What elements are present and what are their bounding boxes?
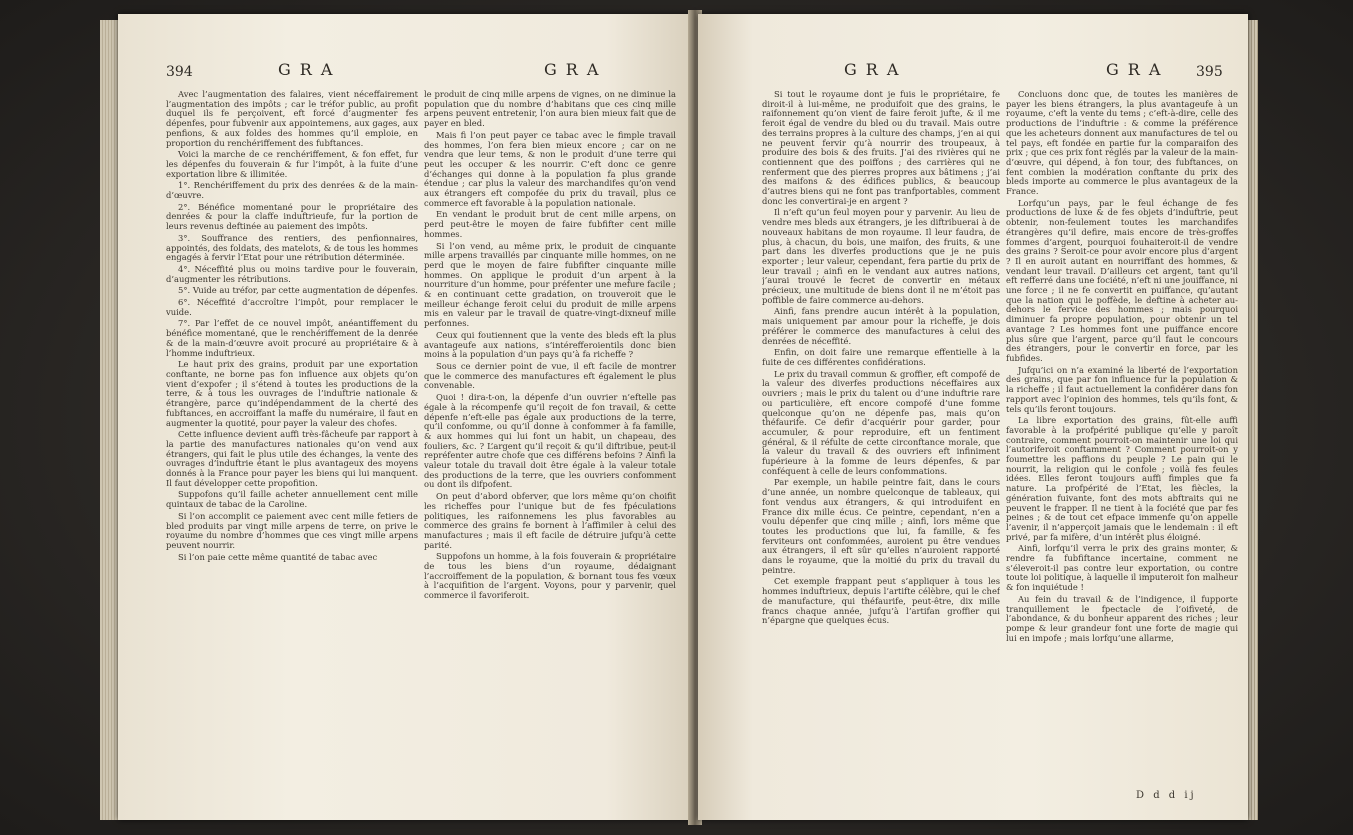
running-head-right-1: GRA: [844, 60, 908, 79]
paragraph: Suppofons qu’il faille acheter annuellement cent mille quintaux de tabac de la Caroline.: [166, 489, 418, 510]
paragraph: Ainfi, fans prendre aucun intérêt à la population, mais uniquement par amour pour la richeffe, je dois préférer le commerce des manufactures à celui des denrées de néceffité.: [762, 306, 1000, 346]
paragraph: Cet exemple frappant peut s’appliquer à tous les hommes induftrieux, depuis l’artifte célèbre, qui le chef de manufacture, qui théfaurife, peut-être, dix mille francs chaque année, jufqu’à l’artifan groffier qui n’épargne que quelques écus.: [762, 576, 1000, 626]
paragraph: Suppofons un homme, à la fois fouverain & propriétaire de tous les biens d’un royaume, dédaignant l’accroiffement de la population, & bornant tous fes vœux à l’acquifition de l’argent. Voyons, pour y parvenir, quel commerce il favoriferoit.: [424, 551, 676, 601]
running-head-right-2: GRA: [1106, 60, 1170, 79]
left-page-header: [118, 60, 692, 86]
paragraph: 5°. Vuide au tréfor, par cette augmentation de dépenfes.: [178, 285, 418, 296]
left-page-edges: [100, 20, 120, 820]
paragraph: Enfin, on doit faire une remarque effentielle à la fuite de ces différentes confidérations.: [762, 347, 1000, 367]
paragraph: Avec l’augmentation des falaires, vient néceffairement l’augmentation des impôts ; car le tréfor public, au profit duquel ils fe perçoivent, eft forcé d’augmenter fes dépenfes, pour fubvenir aux appointemens, aux gages, aux penfions, & aux foldes des hommes qu’il emploie, en proportion du renchériffement des fubftances.: [166, 90, 418, 148]
page-number-left: 394: [166, 64, 193, 80]
paragraph: Ceux qui foutiennent que la vente des bleds eft la plus avantageufe aux nations, s’intérefferoientils donc bien moins à la population d’un pays qu’à fa richeffe ?: [424, 329, 676, 360]
paragraph: 6°. Néceffité d’accroître l’impôt, pour remplacer le vuide.: [166, 297, 418, 317]
paragraph: Au fein du travail & de l’indigence, il fupporte tranquillement le fpectacle de l’oifiveté, de l’abondance, & du bonheur apparent des riches ; leur pompe & leur grandeur font une forte de magie qui lui en impofe ; mais lorfqu’une allarme,: [1006, 593, 1238, 643]
paragraph: Par exemple, un habile peintre fait, dans le cours d’une année, un nombre quelconque de tableaux, qui font vendus aux étrangers, & qui introduifent en France dix mille écus. Ce peintre, cependant, n’en a voulu dépenfer que cinq mille ; ainfi, lors même que toutes les productions que lui, fa famille, & fes ferviteurs ont confommées, auroient pu être vendues aux étrangers, il eft sûr qu’elles n’auroient rapporté dans le royaume, que la moitié du prix du travail du peintre.: [762, 477, 1000, 575]
left-page: [118, 14, 692, 820]
paragraph: Cette influence devient auffi très-fâcheufe par rapport à la partie des manufactures nationales qu’on vend aux étrangers, qui fait le plus utile des échanges, la vente des ouvrages d’induftrie étant le plus avantageux des moyens donnés à la France pour payer les biens qui lui manquent. Il faut développer cette propofition.: [166, 429, 418, 488]
paragraph: Si l’on accomplit ce paiement avec cent mille fetiers de bled produits par vingt mille arpens de terre, on prive le royaume du nombre d’hommes que ces vingt mille arpens peuvent nourrir.: [166, 510, 418, 550]
paragraph: On peut d’abord obferver, que lors même qu’on choifit les richeffes pour l’unique but de fes fpéculations politiques, les raifonnemens les plus favorables au commerce des grains fe bornent à l’affimiler à celui des manufactures ; mais il eft facile de détruire jufqu’à cette parité.: [424, 491, 676, 550]
paragraph: Voici la marche de ce renchériffement, & fon effet, fur les dépenfes du fouverain & fur l’impôt, à la fuite d’une exportation libre & illimitée.: [166, 149, 418, 179]
signature-mark: D d d ij: [1136, 790, 1197, 801]
paragraph: Si l’on vend, au même prix, le produit de cinquante mille arpens travaillés par cinquante mille hommes, on ne perd que le moyen de faire fubfifter cinquante mille hommes. On applique le produit d’un arpent à la nourriture d’un homme, pour préfenter une mefure facile ; & en continuant cette gradation, on trouveroit que le meilleur échange feroit celui du produit de mille arpens mis en valeur par le travail de quatre-vingt-dixneuf mille perfonnes.: [424, 240, 676, 329]
paragraph: Il n’eft qu’un feul moyen pour y parvenir. Au lieu de vendre mes bleds aux étrangers, je les diftribuerai à de nouveaux habitans de mon royaume. Il leur faudra, de plus, à chacun, du bois, une maifon, des fruits, & une part dans les diverfes productions que je ne puis exporter ; leur valeur, cependant, fera partie du prix de leur travail ; ainfi en le vendant aux autres nations, j’aurai trouvé le fecret de convertir en métaux précieux, une multitude de biens dont il ne m’étoit pas poffible de faire commerce au-dehors.: [762, 207, 1000, 305]
paragraph: La libre exportation des grains, fût-elle auffi favorable à la profpérité publique qu’elle y paroît contraire, comment pourroit-on maintenir une loi qui l’autoriferoit conftamment ? Comment pourroit-on y foumettre les paffions du peuple ? Le pain qui le nourrit, la religion qui le confole ; voilà fes feules idées. Elles feront toujours auffi fimples que fa nature. La profpérité de l’Etat, les fiècles, la génération fuivante, font des mots abftraits qui ne peuvent le frapper. Il ne tient à la fociété que par fes peines ; & de tout cet efpace immenfe qu’on appelle l’avenir, il n’apperçoit jamais que le lendemain : il eft privé, par fa mifère, d’un intérêt plus éloigné.: [1006, 415, 1238, 542]
paragraph: Quoi ! dira-t-on, la dépenfe d’un ouvrier n’eftelle pas égale à la récompenfe qu’il reçoit de fon travail, & cette dépenfe n’eft-elle pas égale aux productions de la terre, qu’il confomme, ou qu’il donne à confommer à fa famille, & aux hommes qui lui font un habit, un chapeau, des fouliers, &c. ? L’argent qu’il reçoit & qu’il diftribue, peut-il repréfenter autre chofe que ces différens befoins ? Ainfi la valeur totale du travail doit être égale à la valeur totale des productions de la terre, que les ouvriers confomment ou dont ils difpofent.: [424, 392, 676, 490]
paragraph: 1°. Renchériffement du prix des denrées & de la main-d’œuvre.: [166, 180, 418, 201]
right-page-header: [698, 60, 1248, 86]
right-page-column-1: [762, 90, 1000, 802]
paragraph: 4°. Néceffité plus ou moins tardive pour le fouverain, d’augmenter les rétributions.: [166, 263, 418, 284]
right-page-column-2: [1006, 90, 1238, 790]
running-head-left-1: GRA: [278, 60, 342, 79]
left-page-column-1: [166, 90, 418, 802]
paragraph: Si tout le royaume dont je fuis le propriétaire, fe diroit-il à lui-même, ne produifoit que des grains, le raifonnement qu’on vient de faire feroit jufte, & il me feroit égal de vendre du bled ou du travail. Mais outre des terrains propres à la culture des champs, j’en ai qui ne peuvent fervir qu’à nourrir des troupeaux, à produire des bois & des fruits. J’ai des rivières qui ne contiennent que des poiffons ; des carrières qui ne renferment que des pierres propres aux bâtimens ; j’ai des maifons & des édifices publics, & beaucoup d’autres biens qui ne font pas tranfportables, comment donc les convertirai-je en argent ?: [762, 90, 1000, 206]
page-number-right: 395: [1196, 64, 1223, 80]
paragraph: le produit de cinq mille arpens de vignes, on ne diminue la population que du nombre d’habitans que ces cinq mille arpens peuvent entretenir, l’on aura bien mieux fait que de payer en bled.: [424, 90, 676, 129]
paragraph: Sous ce dernier point de vue, il eft facile de montrer que le commerce des manufactures eft également le plus convenable.: [424, 360, 676, 391]
paragraph: 3°. Souffrance des rentiers, des penfionnaires, appointés, des foldats, des matelots, & de tous les hommes engagés à fervir l’Etat pour une rétribution déterminée.: [166, 232, 418, 263]
paragraph: Mais fi l’on peut payer ce tabac avec le fimple travail des hommes, l’on fera bien mieux encore ; car on ne vendra que leur tems, & non le produit d’une terre qui peut les occuper & les nourrir. C’eft donc ce genre d’échanges qui donne à la population fa plus grande étendue ; car plus la valeur des marchandifes qu’on vend aux étrangers eft compofée du prix du travail, plus ce commerce eft favorable à la population nationale.: [424, 129, 676, 208]
paragraph: Lorfqu’un pays, par le feul échange de fes productions de luxe & de fes objets d’induftrie, peut obtenir, non-feulement toutes les marchandifes étrangères qu’il defire, mais encore de très-groffes fommes d’argent, pourquoi fouhaiteroit-il de vendre des grains ? Seroit-ce pour avoir encore plus d’argent ? Il en auroit autant en nourriffant des hommes, & vendant leur travail. D’ailleurs cet argent, tant qu’il eft refferré dans une fociété, n’eft ni une jouiffance, ni une force ; il ne fe convertit en puiffance, qu’autant que la nation qui le poffède, le deftine à acheter au-dehors le fervice des hommes ; mais pourquoi diminuer fa propre population, pour obtenir un tel avantage ? Les hommes font une puiffance encore plus sûre que l’argent, parce qu’il faut le concours des étrangers, pour le convertir en force, par les fubfides.: [1006, 197, 1238, 363]
paragraph: Ainfi, lorfqu’il verra le prix des grains monter, & rendre fa fubfiftance incertaine, comment ne s’éleveroit-il pas contre leur exportation, ou contre toute loi politique, à laquelle il imputeroit fon malheur & fon inquiétude !: [1006, 543, 1238, 593]
paragraph: Jufqu’ici on n’a examiné la liberté de l’exportation des grains, que par fon influence fur la population & la richeffe ; il faut actuellement la confidérer dans fon rapport avec l’opinion des hommes, tels qu’ils font, & tels qu’ils feront toujours.: [1006, 364, 1238, 414]
paragraph: Concluons donc que, de toutes les manières de payer les biens étrangers, la plus avantageufe à un royaume, c’eft la vente du tems ; c’eft-à-dire, celle des productions de l’induftrie : & comme la préférence que les acheteurs donnent aux manufactures de tel ou tel pays, eft fondée en partie fur la comparaifon des prix ; que ces prix font réglés par la valeur de la main-d’œuvre, qui dépend, à fon tour, des fubftances, on fent combien la modération conftante du prix des bleds importe au commerce le plus avantageux de la France.: [1006, 90, 1238, 197]
paragraph: 2°. Bénéfice momentané pour le propriétaire des denrées & pour la claffe induftrieufe, fur la portion de leurs revenus deftinée au paiement des impôts.: [166, 201, 418, 232]
paragraph: Le haut prix des grains, produit par une exportation conftante, ne borne pas fon influence aux objets qu’on vient d’expofer ; il s’étend à toutes les productions de la terre, & à tous les ouvrages de l’induftrie nationale & étrangère, parce qu’indépendamment de la cherté des fubftances, en accroiffant la maffe du numéraire, il faut en augmenter la quotité, pour payer la valeur des chofes.: [166, 359, 418, 428]
paragraph: En vendant le produit brut de cent mille arpens, on perd peut-être le moyen de faire fubfifter cent mille hommes.: [424, 209, 676, 239]
running-head-left-2: GRA: [544, 60, 608, 79]
paragraph: Le prix du travail commun & groffier, eft compofé de la valeur des diverfes productions néceffaires aux ouvriers ; mais le prix du talent ou d’une induftrie rare ou particulière, eft encore compofé d’une fomme quelconque qu’on ne dépenfe pas, mais qu’on théfaurife. Ce defir d’acquérir pour garder, pour accumuler, & pour reproduire, eft un fentiment général, & il réfulte de cette circonftance morale, que la valeur du travail & des ouvriers eft infiniment fupérieure à la fomme de leurs dépenfes, & par conféquent à celle de leurs confommations.: [762, 368, 1000, 476]
paragraph: Si l’on paie cette même quantité de tabac avec: [178, 551, 378, 562]
paragraph: 7°. Par l’effet de ce nouvel impôt, anéantiffement du bénéfice momentané, que le renchériffement de la denrée & de la main-d’œuvre avoit procuré au propriétaire & à l’homme induftrieux.: [166, 318, 418, 358]
left-page-column-2: [424, 90, 676, 802]
right-page: [698, 14, 1248, 820]
